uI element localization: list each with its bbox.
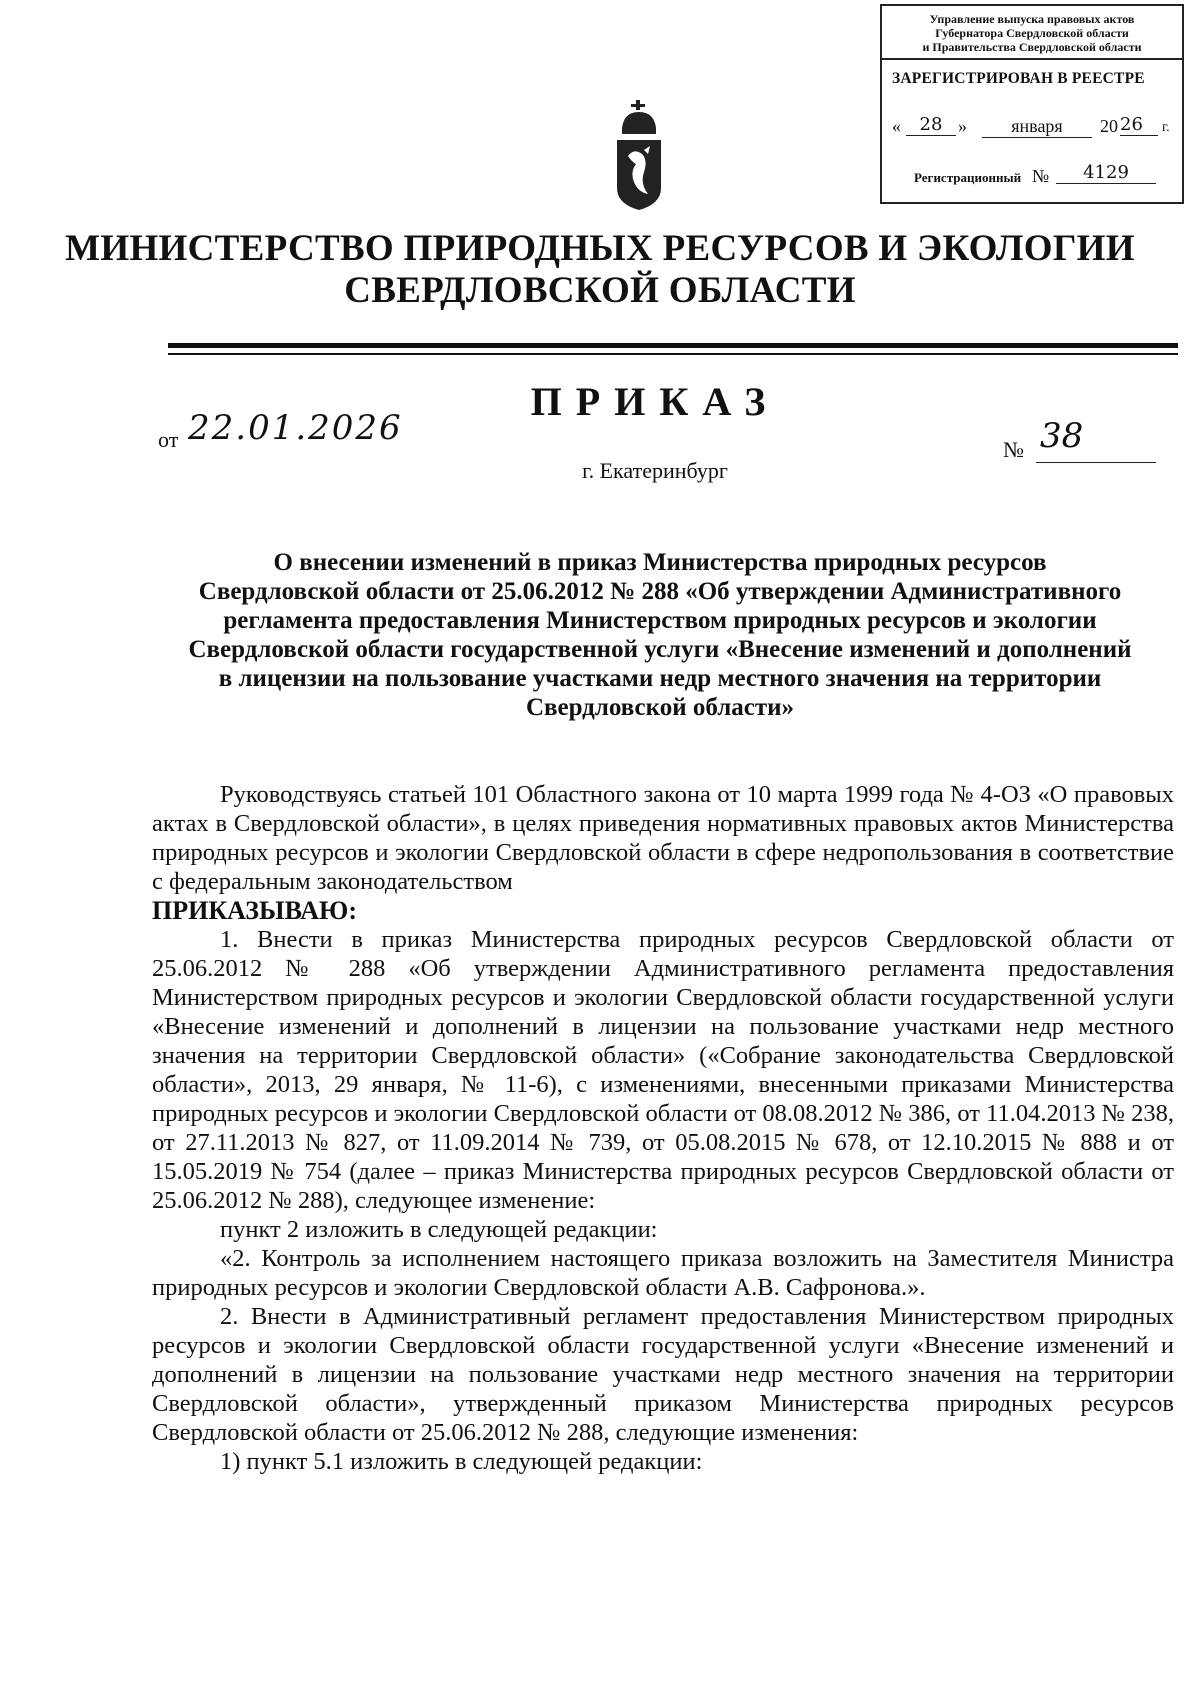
preamble-paragraph: Руководствуясь статьей 101 Областного закона от 10 марта 1999 года № 4-ОЗ «О правовых актах в Свердловской области», в целях приведения нормативных правовых актов Министерства природных ресурсов и экологии Свердловской области в сфере недропользования в соответствие с федеральным законодательством <box>152 781 1174 895</box>
order-date-handwritten: 22.01.2026 <box>188 408 403 448</box>
registration-date <box>892 114 1182 140</box>
order-number-handwritten: 38 <box>1040 416 1084 456</box>
coat-of-arms-icon <box>614 100 664 210</box>
office-line-3: и Правительства Свердловской области <box>922 40 1142 54</box>
document-title <box>140 548 1180 722</box>
title-line: О внесении изменений в приказ Министерства природных ресурсов <box>273 549 1047 576</box>
item-2-sub-paragraph: 1) пункт 5.1 изложить в следующей редакции: <box>220 1448 703 1475</box>
item-1-sub-paragraph: пункт 2 изложить в следующей редакции: <box>220 1216 658 1243</box>
title-line: в лицензии на пользование участками недр местного значения на территории <box>218 665 1102 692</box>
date-label: от <box>158 427 179 452</box>
quote-close: » <box>958 116 967 136</box>
doc-type-title: ПРИКАЗ <box>530 379 780 424</box>
office-line-1: Управление выпуска правовых актов <box>929 12 1135 26</box>
registration-number: 4129 <box>1056 162 1156 184</box>
registration-number-row <box>914 164 1174 190</box>
order-number-label: № <box>1003 437 1024 462</box>
registration-day: 28 <box>906 114 956 136</box>
order-number-line <box>1036 462 1156 463</box>
registration-month: января <box>982 116 1092 138</box>
registration-title: ЗАРЕГИСТРИРОВАН В РЕЕСТРЕ <box>892 70 1145 87</box>
header-rule-thick <box>168 343 1178 348</box>
registration-number-sign: № <box>1032 166 1050 186</box>
document-body <box>152 780 1174 1476</box>
ministry-line-1: МИНИСТЕРСТВО ПРИРОДНЫХ РЕСУРСОВ И ЭКОЛОГИИ <box>65 228 1135 269</box>
city: г. Екатеринбург <box>582 458 728 483</box>
title-line: Свердловской области от 25.06.2012 № 288 «Об утверждении Административного <box>198 578 1122 605</box>
title-line: Свердловской области государственной услуги «Внесение изменений и дополнений <box>188 636 1132 663</box>
registration-year-suffix: 26 <box>1120 114 1158 136</box>
registration-year-unit: г. <box>1162 120 1170 135</box>
registration-stamp <box>880 4 1184 204</box>
item-1-paragraph: 1. Внести в приказ Министерства природных ресурсов Свердловской области от 25.06.2012 № 288 «Об утверждении Административного регламента предоставления Министерством природных ресурсов и экологии Свердловской области государственной услуги «Внесение изменений и дополнений в лицензии на пользование участками недр местного значения на территории Свердловской области» («Собрание законодательства Свердловской области», 2013, 29 января, № 11-6), с изменениями, внесенными приказами Министерства природных ресурсов и экологии Свердловской области от 08.08.2012 № 386, от 11.04.2013 № 238, от 27.11.2013 № 827, от 11.09.2014 № 739, от 05.08.2015 № 678, от 12.10.2015 № 888 и от 15.05.2019 № 754 (далее – приказ Министерства природных ресурсов Свердловской области от 25.06.2012 № 288), следующее изменение: <box>152 926 1174 1214</box>
item-1-quote-paragraph: «2. Контроль за исполнением настоящего приказа возложить на Заместителя Министра природных ресурсов и экологии Свердловской области А.В. Сафронова.». <box>152 1245 1174 1301</box>
quote-open: « <box>892 116 901 136</box>
header-rule-thin <box>168 353 1178 355</box>
registration-number-label: Регистрационный <box>914 170 1022 185</box>
ministry-name <box>0 228 1200 312</box>
office-line-2: Губернатора Свердловской области <box>935 26 1129 40</box>
ministry-line-2: СВЕРДЛОВСКОЙ ОБЛАСТИ <box>344 270 856 311</box>
order-word: ПРИКАЗЫВАЮ: <box>152 896 357 925</box>
registration-year-prefix: 20 <box>1100 116 1118 136</box>
title-line: Свердловской области» <box>525 694 795 721</box>
registration-office <box>882 6 1182 60</box>
item-2-paragraph: 2. Внести в Административный регламент предоставления Министерством природных ресурсов и экологии Свердловской области государственной услуги «Внесение изменений и дополнений в лицензии на пользование участками недр местного значения на территории Свердловской области», утвержденный приказом Министерства природных ресурсов Свердловской области от 25.06.2012 № 288, следующие изменения: <box>152 1303 1174 1446</box>
title-line: регламента предоставления Министерством природных ресурсов и экологии <box>223 607 1097 634</box>
